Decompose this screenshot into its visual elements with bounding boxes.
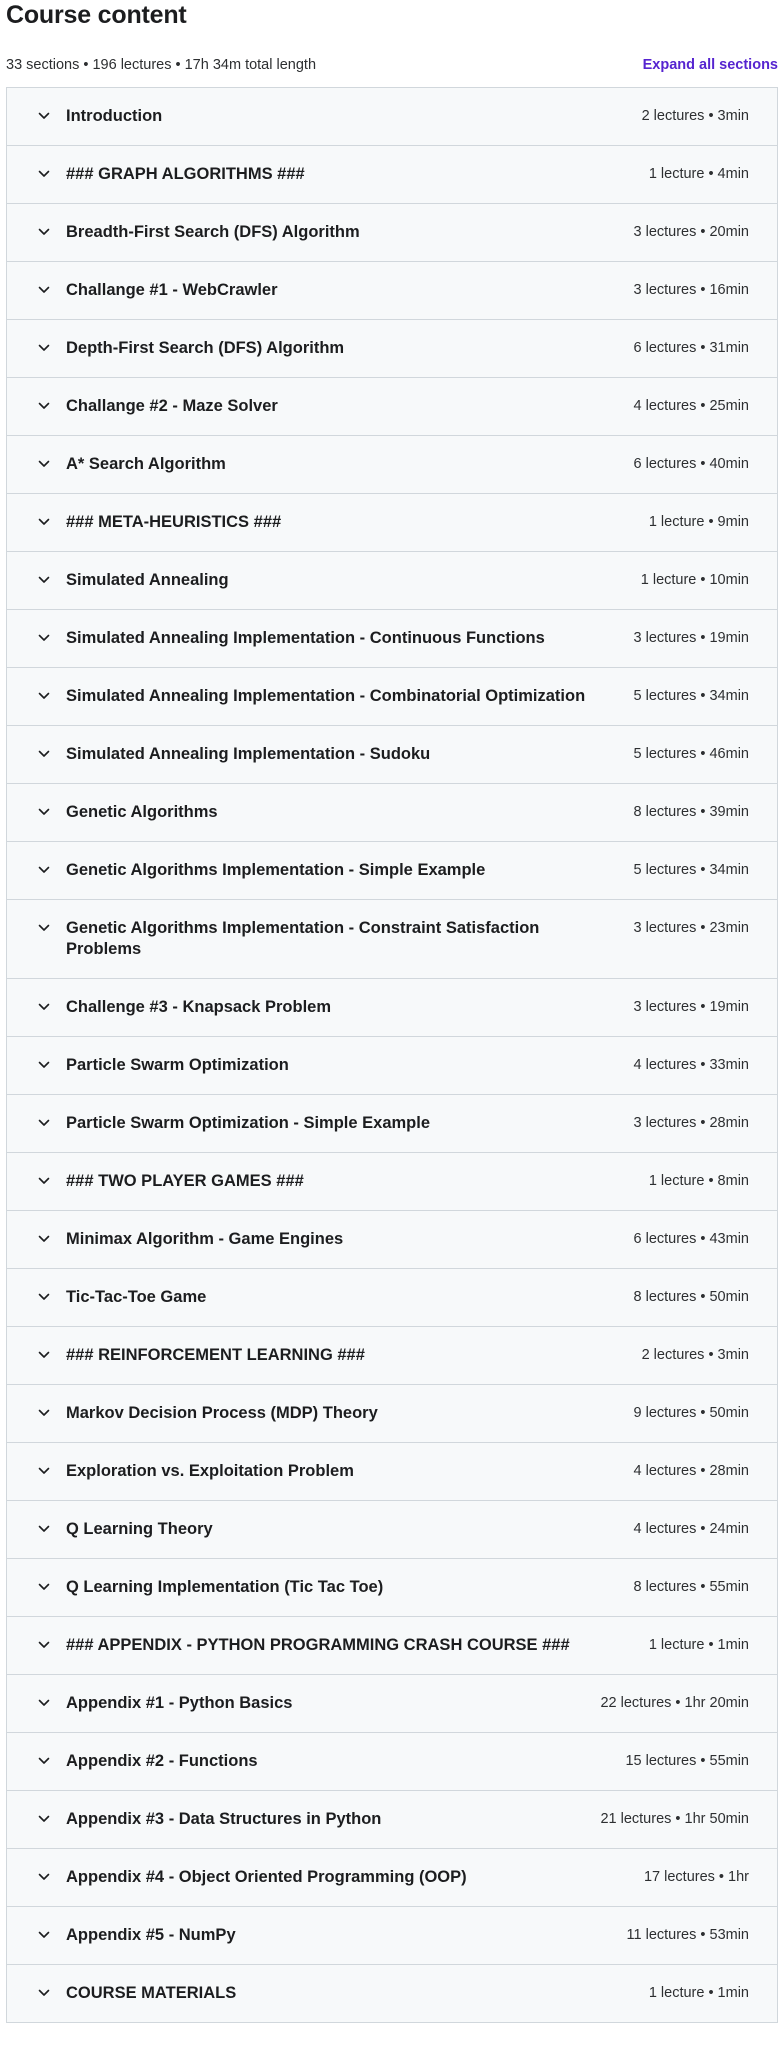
section-title: Appendix #3 - Data Structures in Python: [66, 1810, 382, 1828]
course-summary: 33 sections • 196 lectures • 17h 34m total length: [6, 57, 317, 73]
section-title: Challange #2 - Maze Solver: [66, 397, 278, 415]
section-title: Particle Swarm Optimization - Simple Example: [66, 1114, 431, 1132]
section-lecture-info: 1 lecture • 9min: [648, 514, 749, 530]
chevron-down-icon: [36, 1229, 66, 1249]
section-accordion-row[interactable]: [7, 1907, 777, 1965]
section-title: Challenge #3 - Knapsack Problem: [66, 998, 332, 1016]
section-accordion-row[interactable]: [7, 1791, 777, 1849]
section-lecture-info: 4 lectures • 24min: [633, 1521, 749, 1537]
section-accordion-row[interactable]: [7, 1617, 777, 1675]
course-summary-row: [6, 57, 778, 73]
chevron-down-icon: [36, 1751, 66, 1771]
section-title: Genetic Algorithms: [66, 803, 218, 821]
chevron-down-icon: [36, 1635, 66, 1655]
section-title: Appendix #1 - Python Basics: [66, 1694, 293, 1712]
chevron-down-icon: [36, 1867, 66, 1887]
chevron-down-icon: [36, 1461, 66, 1481]
section-title: ### META-HEURISTICS ###: [66, 513, 282, 531]
section-accordion-row[interactable]: [7, 88, 777, 146]
section-title: Simulated Annealing Implementation - Continuous Functions: [66, 629, 545, 647]
section-accordion-row[interactable]: [7, 1675, 777, 1733]
section-accordion-row[interactable]: [7, 1211, 777, 1269]
chevron-down-icon: [36, 454, 66, 474]
section-title: Appendix #4 - Object Oriented Programming (OOP): [66, 1868, 467, 1886]
section-accordion-row[interactable]: [7, 1849, 777, 1907]
section-lecture-info: 4 lectures • 25min: [633, 398, 749, 414]
section-title: Genetic Algorithms Implementation - Constraint Satisfaction Problems: [66, 919, 540, 958]
section-lecture-info: 17 lectures • 1hr: [643, 1869, 749, 1885]
chevron-down-icon: [36, 1171, 66, 1191]
section-lecture-info: 3 lectures • 28min: [633, 1115, 749, 1131]
section-accordion-row[interactable]: [7, 204, 777, 262]
section-accordion-row[interactable]: [7, 668, 777, 726]
chevron-down-icon: [36, 164, 66, 184]
section-lecture-info: 22 lectures • 1hr 20min: [600, 1695, 749, 1711]
chevron-down-icon: [36, 338, 66, 358]
section-title: ### TWO PLAYER GAMES ###: [66, 1172, 304, 1190]
section-lecture-info: 1 lecture • 4min: [648, 166, 749, 182]
section-accordion-row[interactable]: [7, 1733, 777, 1791]
section-lecture-info: 3 lectures • 16min: [633, 282, 749, 298]
section-lecture-info: 5 lectures • 46min: [633, 746, 749, 762]
chevron-down-icon: [36, 1113, 66, 1133]
chevron-down-icon: [36, 1055, 66, 1075]
section-accordion-row[interactable]: [7, 320, 777, 378]
chevron-down-icon: [36, 512, 66, 532]
chevron-down-icon: [36, 1809, 66, 1829]
chevron-down-icon: [36, 1693, 66, 1713]
chevron-down-icon: [36, 222, 66, 242]
chevron-down-icon: [36, 628, 66, 648]
section-lecture-info: 5 lectures • 34min: [633, 862, 749, 878]
section-lecture-info: 3 lectures • 19min: [633, 999, 749, 1015]
section-title: Simulated Annealing: [66, 571, 229, 589]
section-lecture-info: 3 lectures • 23min: [633, 920, 749, 936]
chevron-down-icon: [36, 1403, 66, 1423]
section-lecture-info: 1 lecture • 1min: [648, 1637, 749, 1653]
section-title: Breadth-First Search (DFS) Algorithm: [66, 223, 360, 241]
section-accordion-row[interactable]: [7, 726, 777, 784]
section-lecture-info: 4 lectures • 33min: [633, 1057, 749, 1073]
section-accordion-row[interactable]: [7, 1327, 777, 1385]
section-title: Q Learning Implementation (Tic Tac Toe): [66, 1578, 384, 1596]
section-accordion-row[interactable]: [7, 262, 777, 320]
section-title: Tic-Tac-Toe Game: [66, 1288, 207, 1306]
chevron-down-icon: [36, 570, 66, 590]
section-title: Simulated Annealing Implementation - Combinatorial Optimization: [66, 687, 586, 705]
section-accordion-row[interactable]: [7, 494, 777, 552]
chevron-down-icon: [36, 1983, 66, 2003]
section-lecture-info: 6 lectures • 40min: [633, 456, 749, 472]
section-accordion-row[interactable]: [7, 378, 777, 436]
section-lecture-info: 2 lectures • 3min: [641, 108, 749, 124]
section-title: Particle Swarm Optimization: [66, 1056, 289, 1074]
section-title: Genetic Algorithms Implementation - Simple Example: [66, 861, 486, 879]
section-accordion-row[interactable]: [7, 146, 777, 204]
chevron-down-icon: [36, 1577, 66, 1597]
section-title: Markov Decision Process (MDP) Theory: [66, 1404, 378, 1422]
section-title: Introduction: [66, 107, 163, 125]
chevron-down-icon: [36, 744, 66, 764]
section-lecture-info: 1 lecture • 10min: [640, 572, 749, 588]
chevron-down-icon: [36, 860, 66, 880]
section-accordion-row[interactable]: [7, 979, 777, 1037]
section-accordion-row[interactable]: [7, 784, 777, 842]
chevron-down-icon: [36, 918, 66, 938]
section-title: Q Learning Theory: [66, 1520, 213, 1538]
section-accordion-row[interactable]: [7, 436, 777, 494]
chevron-down-icon: [36, 1925, 66, 1945]
section-accordion-row[interactable]: [7, 1501, 777, 1559]
section-accordion-row[interactable]: [7, 1443, 777, 1501]
section-title: A* Search Algorithm: [66, 455, 226, 473]
section-title: Challange #1 - WebCrawler: [66, 281, 278, 299]
chevron-down-icon: [36, 802, 66, 822]
chevron-down-icon: [36, 1519, 66, 1539]
section-lecture-info: 8 lectures • 39min: [633, 804, 749, 820]
section-accordion-row[interactable]: [7, 1385, 777, 1443]
expand-all-button[interactable]: Expand all sections: [642, 57, 778, 73]
section-lecture-info: 5 lectures • 34min: [633, 688, 749, 704]
section-accordion-row[interactable]: [7, 1269, 777, 1327]
section-lecture-info: 1 lecture • 1min: [648, 1985, 749, 2001]
section-title: Exploration vs. Exploitation Problem: [66, 1462, 354, 1480]
section-title: COURSE MATERIALS: [66, 1984, 237, 2002]
section-title: Appendix #5 - NumPy: [66, 1926, 236, 1944]
section-title: Minimax Algorithm - Game Engines: [66, 1230, 344, 1248]
page-title: Course content: [6, 1, 187, 29]
section-title: Appendix #2 - Functions: [66, 1752, 258, 1770]
section-lecture-info: 9 lectures • 50min: [633, 1405, 749, 1421]
section-title: Simulated Annealing Implementation - Sudoku: [66, 745, 431, 763]
chevron-down-icon: [36, 1287, 66, 1307]
section-lecture-info: 3 lectures • 19min: [633, 630, 749, 646]
section-accordion-row[interactable]: [7, 1153, 777, 1211]
section-accordion-row[interactable]: [7, 842, 777, 900]
section-list: [6, 87, 778, 2023]
section-lecture-info: 2 lectures • 3min: [641, 1347, 749, 1363]
section-accordion-row[interactable]: [7, 610, 777, 668]
section-title: Depth-First Search (DFS) Algorithm: [66, 339, 345, 357]
section-lecture-info: 3 lectures • 20min: [633, 224, 749, 240]
chevron-down-icon: [36, 106, 66, 126]
section-lecture-info: 4 lectures • 28min: [633, 1463, 749, 1479]
section-lecture-info: 11 lectures • 53min: [626, 1927, 749, 1943]
section-lecture-info: 8 lectures • 55min: [633, 1579, 749, 1595]
chevron-down-icon: [36, 997, 66, 1017]
section-title: ### APPENDIX - PYTHON PROGRAMMING CRASH COURSE ###: [66, 1636, 570, 1654]
chevron-down-icon: [36, 280, 66, 300]
section-accordion-row[interactable]: [7, 1095, 777, 1153]
section-accordion-row[interactable]: [7, 1037, 777, 1095]
section-accordion-row[interactable]: [7, 900, 777, 979]
section-accordion-row[interactable]: [7, 1559, 777, 1617]
chevron-down-icon: [36, 396, 66, 416]
section-lecture-info: 8 lectures • 50min: [633, 1289, 749, 1305]
section-lecture-info: 6 lectures • 31min: [633, 340, 749, 356]
section-lecture-info: 1 lecture • 8min: [648, 1173, 749, 1189]
chevron-down-icon: [36, 1345, 66, 1365]
section-accordion-row[interactable]: [7, 1965, 777, 2022]
section-accordion-row[interactable]: [7, 552, 777, 610]
section-lecture-info: 6 lectures • 43min: [633, 1231, 749, 1247]
section-title: ### GRAPH ALGORITHMS ###: [66, 165, 305, 183]
section-title: ### REINFORCEMENT LEARNING ###: [66, 1346, 365, 1364]
section-lecture-info: 15 lectures • 55min: [625, 1753, 749, 1769]
chevron-down-icon: [36, 686, 66, 706]
section-lecture-info: 21 lectures • 1hr 50min: [600, 1811, 749, 1827]
